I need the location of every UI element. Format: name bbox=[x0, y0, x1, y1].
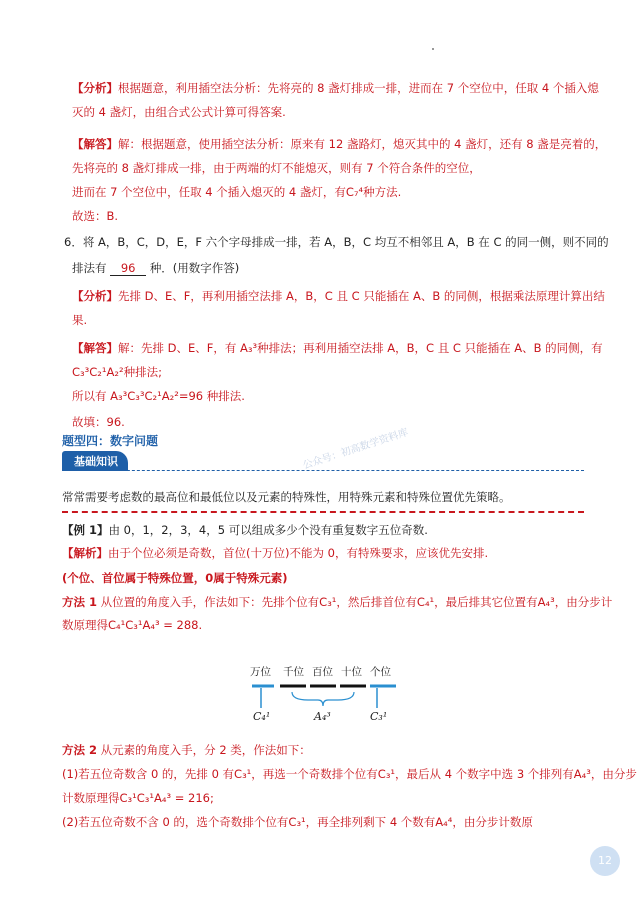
p6-answer-line1: 【解答】解：先排 D、E、F，有 A₃³种排法；再利用插空法排 A，B，C 且 C 只能插在 A、B 的同侧，有 bbox=[72, 341, 603, 355]
page-number-badge: 12 bbox=[590, 846, 620, 876]
label-ge: 个位 bbox=[370, 666, 391, 678]
s5-answer-line1: 【解答】解：根据题意，使用插空法分析：原来有 12 盏路灯，熄灭其中的 4 盏灯，还有 8 盏是亮着的， bbox=[72, 137, 607, 151]
example-tag: 【例 1】 bbox=[62, 523, 109, 537]
analysis-tag: 【解析】 bbox=[62, 546, 108, 560]
analysis-tag: 【分析】 bbox=[72, 81, 118, 95]
example1-question: 【例 1】由 0，1，2，3，4，5 可以组成多少个没有重复数字五位奇数. bbox=[62, 523, 428, 537]
tag-underline bbox=[62, 470, 584, 471]
top-dot bbox=[432, 48, 434, 50]
answer-tag: 【解答】 bbox=[72, 137, 118, 151]
s5-analysis-line2: 灭的 4 盏灯，由组合式公式计算可得答案. bbox=[72, 105, 286, 119]
answer-tag: 【解答】 bbox=[72, 341, 118, 355]
basic-knowledge-tag: 基础知识 bbox=[62, 451, 128, 471]
label-wan: 万位 bbox=[250, 666, 271, 678]
special-note: (个位、首位属于特殊位置，0属于特殊元素) bbox=[62, 571, 288, 585]
method2-intro: 方法 2 从元素的角度入手，分 2 类，作法如下： bbox=[62, 743, 311, 757]
p6-fill: 故填：96. bbox=[72, 415, 125, 429]
p6-answer-line3: 所以有 A₃³C₃³C₂¹A₂²=96 种排法. bbox=[72, 389, 245, 403]
s5-answer-line2: 先将亮的 8 盏灯排成一排，由于两端的灯不能熄灭，则有 7 个符合条件的空位， bbox=[72, 161, 481, 175]
p6-analysis-line2: 果. bbox=[72, 313, 88, 327]
method1-line2: 数原理得C₄¹C₃¹A₄³ = 288. bbox=[62, 618, 203, 632]
method2-tag: 方法 2 bbox=[62, 743, 98, 757]
answer-blank: 96 bbox=[110, 261, 146, 276]
case1-line2: 计数原理得C₃¹C₃¹A₄³ = 216; bbox=[62, 791, 214, 805]
p6-question-line1: 6．将 A，B，C，D，E，F 六个字母排成一排，若 A，B，C 均互不相邻且 A，B 在 C 的同一侧，则不同的 bbox=[64, 235, 609, 249]
label-qian: 千位 bbox=[283, 666, 304, 678]
example1-analysis: 【解析】由于个位必须是奇数，首位(十万位)不能为 0，有特殊要求，应该优先安排. bbox=[62, 546, 489, 560]
p6-question-line2: 排法有 96 种．(用数字作答) bbox=[72, 261, 240, 275]
s5-choose: 故选：B. bbox=[72, 209, 119, 223]
label-middle-count: A₄³ bbox=[314, 710, 331, 723]
section-title: 题型四：数字问题 bbox=[62, 434, 159, 448]
watermark: 公众号：初高数学资料库 bbox=[301, 427, 410, 472]
s5-analysis-line1: 【分析】根据题意，利用插空法分析：先将亮的 8 盏灯排成一排，进而在 7 个空位中，任取 4 个插入熄 bbox=[72, 81, 599, 95]
strategy-text: 常常需要考虑数的最高位和最低位以及元素的特殊性，用特殊元素和特殊位置优先策略。 bbox=[62, 490, 511, 504]
p6-answer-line2: C₃³C₂¹A₂²种排法; bbox=[72, 365, 162, 379]
case2-line1: (2)若五位奇数不含 0 的，选个奇数排个位有C₃¹，再全排列剩下 4 个数有A₄⁴，由分步计数原 bbox=[62, 815, 533, 829]
analysis-tag: 【分析】 bbox=[72, 289, 118, 303]
label-right-count: C₃¹ bbox=[370, 710, 388, 723]
method1-line1: 方法 1 从位置的角度入手，作法如下：先排个位有C₃¹，然后排首位有C₄¹，最后排其它位置有A₄³，由分步计 bbox=[62, 595, 613, 609]
label-shi: 十位 bbox=[341, 666, 362, 678]
case1-line1: (1)若五位奇数含 0 的，先排 0 有C₃¹，再选一个奇数排个位有C₃¹，最后从 4 个数字中选 3 个排列有A₄³，由分步 bbox=[62, 767, 637, 781]
red-divider bbox=[62, 511, 584, 513]
digit-position-diagram bbox=[240, 662, 420, 732]
label-left-count: C₄¹ bbox=[253, 710, 271, 723]
method1-tag: 方法 1 bbox=[62, 595, 98, 609]
middle-brace bbox=[292, 692, 354, 706]
s5-answer-line3: 进而在 7 个空位中，任取 4 个插入熄灭的 4 盏灯，有C₇⁴种方法. bbox=[72, 185, 402, 199]
p6-analysis-line1: 【分析】先排 D、E、F，再利用插空法排 A，B，C 且 C 只能插在 A、B 的同侧，根据乘法原理计算出结 bbox=[72, 289, 605, 303]
label-bai: 百位 bbox=[312, 666, 333, 678]
